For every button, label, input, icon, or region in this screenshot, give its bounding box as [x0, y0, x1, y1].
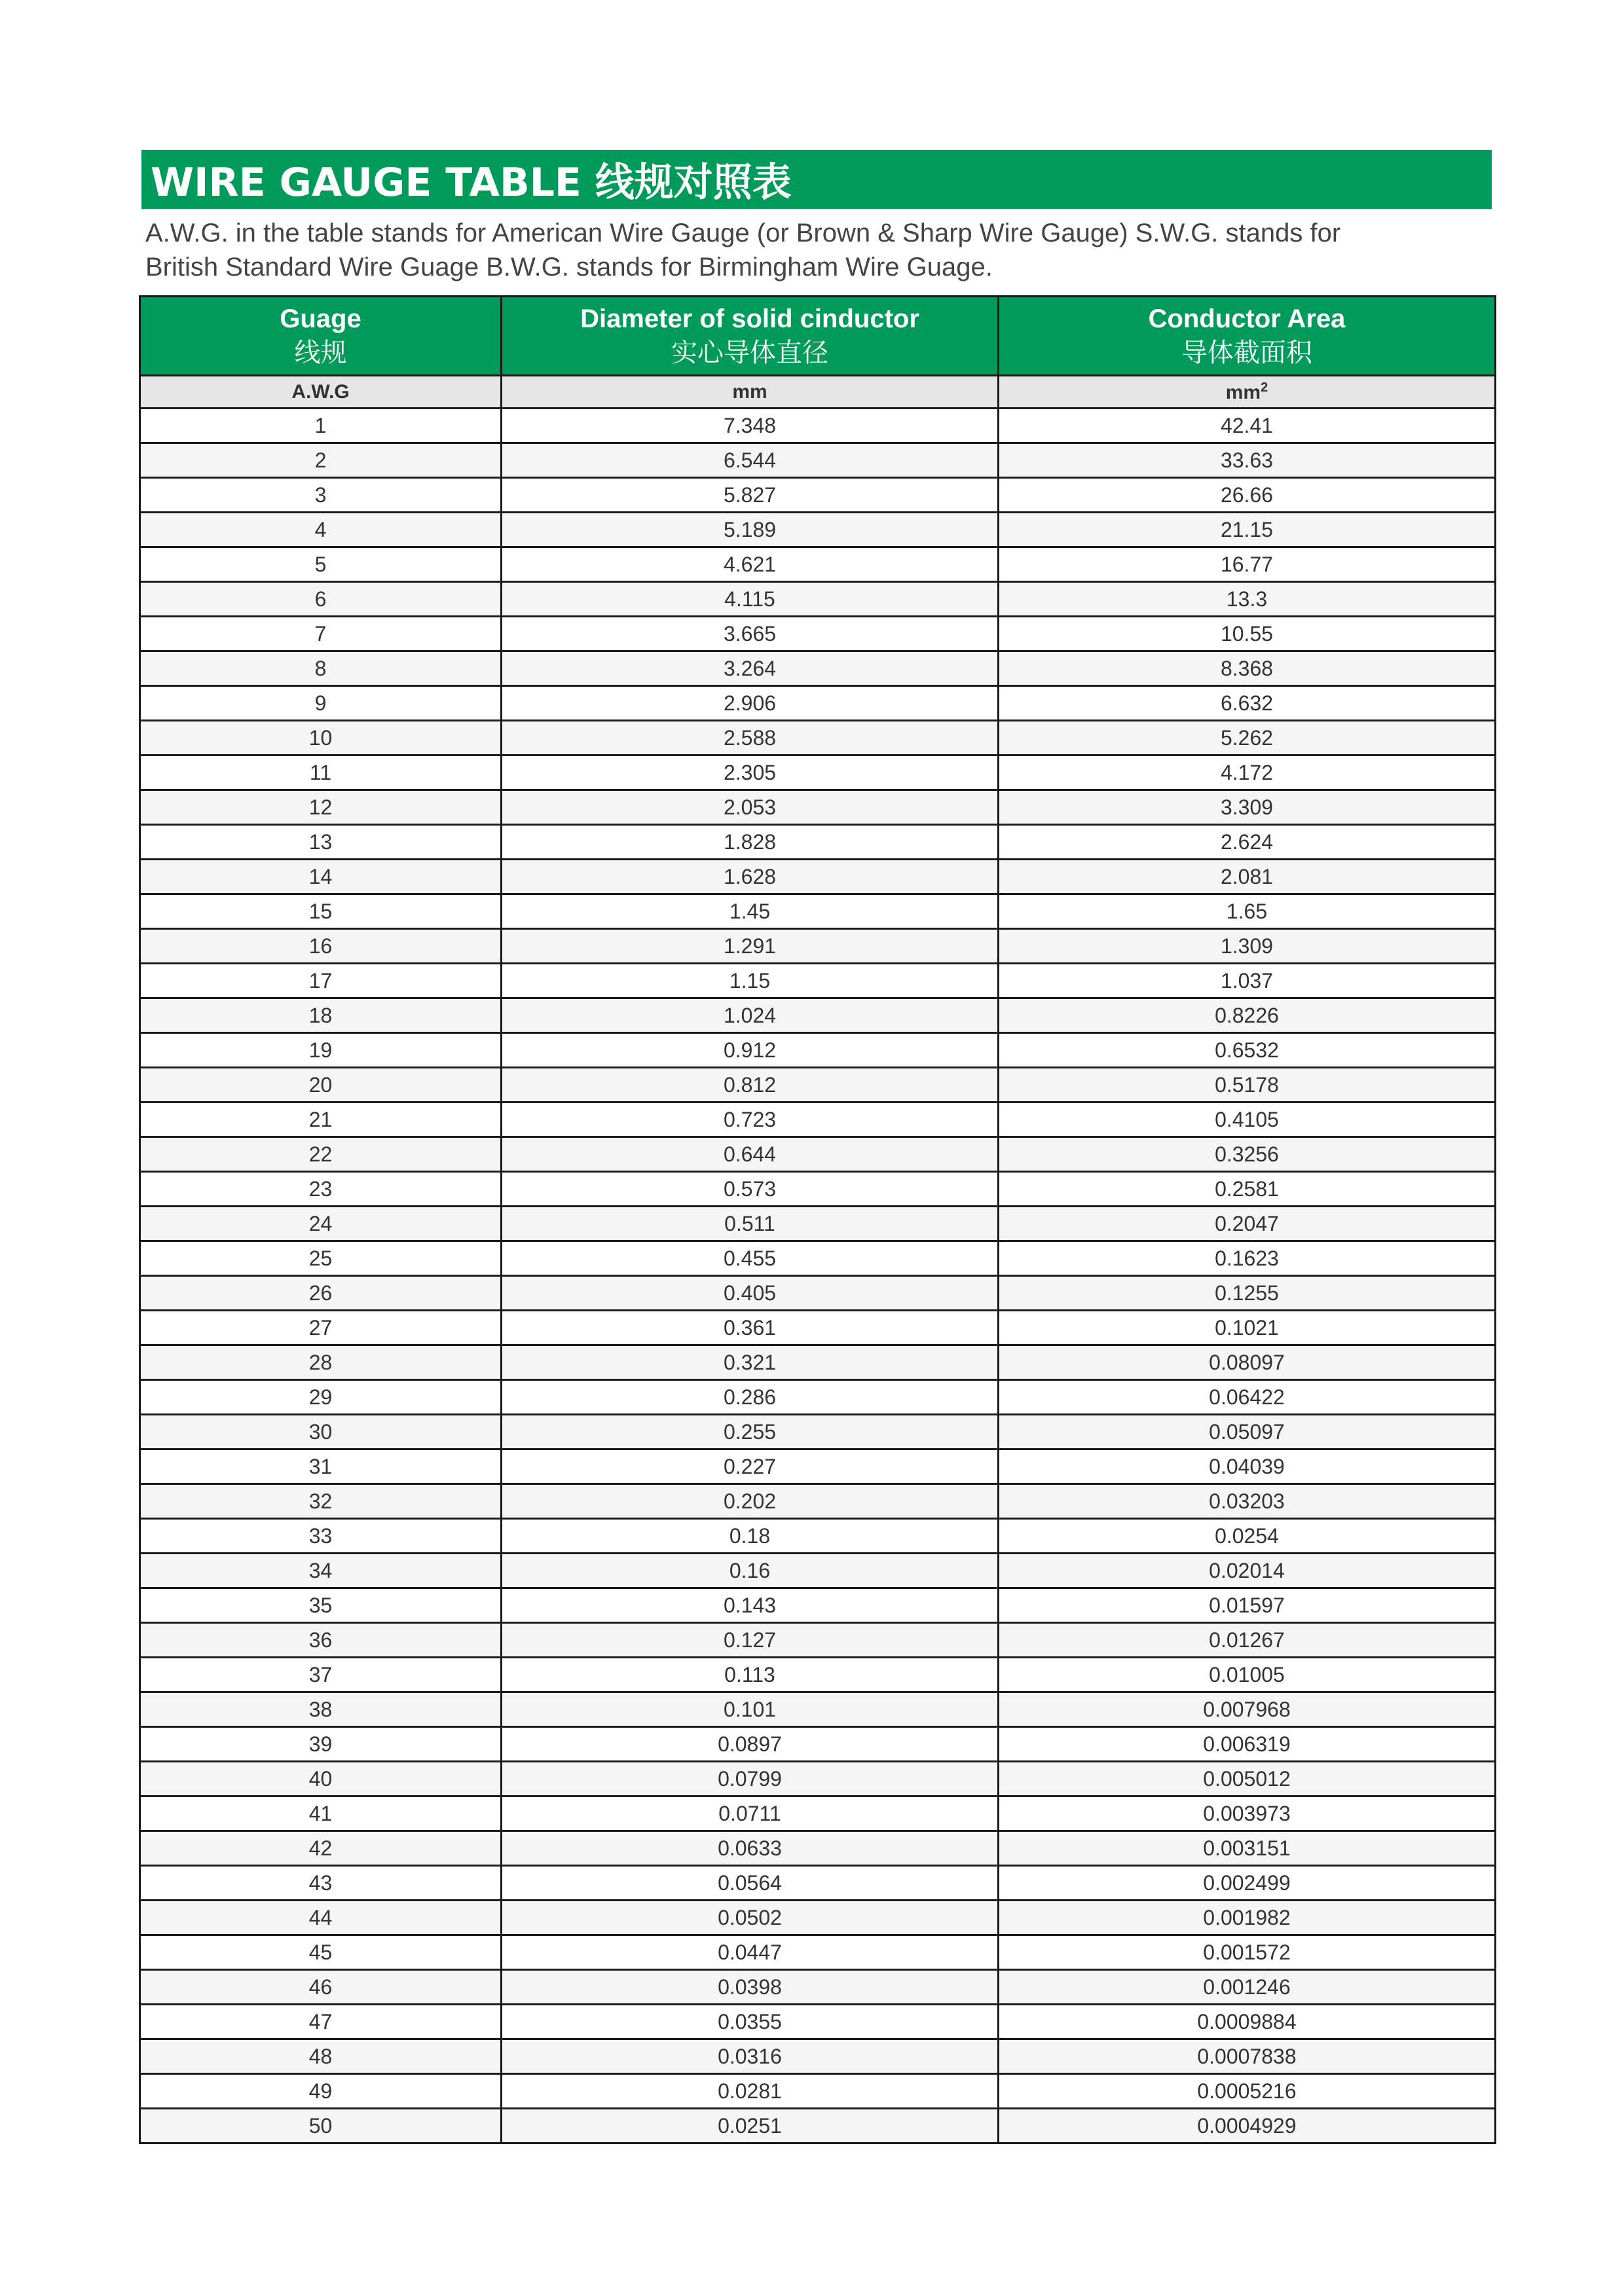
cell-diameter: 0.0897 [502, 1727, 999, 1762]
cell-diameter: 1.45 [502, 894, 999, 929]
cell-diameter: 4.115 [502, 582, 999, 617]
intro-line-2: British Standard Wire Guage B.W.G. stands for Birmingham Wire Guage. [145, 253, 993, 282]
cell-area: 10.55 [999, 617, 1496, 651]
cell-diameter: 0.18 [502, 1519, 999, 1554]
table-row [140, 756, 1496, 790]
cell-area: 0.06422 [999, 1380, 1496, 1415]
cell-gauge: 5 [140, 547, 502, 582]
table-row [140, 2109, 1496, 2143]
table-row [140, 1692, 1496, 1727]
cell-diameter: 0.0564 [502, 1866, 999, 1901]
table-row [140, 686, 1496, 721]
unit-area-text: mm [1225, 381, 1261, 403]
cell-area: 0.006319 [999, 1727, 1496, 1762]
cell-area: 0.6532 [999, 1033, 1496, 1068]
cell-area: 16.77 [999, 547, 1496, 582]
cell-gauge: 30 [140, 1415, 502, 1449]
cell-area: 0.05097 [999, 1415, 1496, 1449]
table-row [140, 721, 1496, 756]
cell-area: 3.309 [999, 790, 1496, 825]
cell-area: 0.5178 [999, 1068, 1496, 1102]
cell-gauge: 27 [140, 1311, 502, 1345]
cell-gauge: 42 [140, 1831, 502, 1866]
cell-area: 2.081 [999, 860, 1496, 894]
cell-gauge: 8 [140, 651, 502, 686]
cell-gauge: 39 [140, 1727, 502, 1762]
cell-diameter: 7.348 [502, 409, 999, 443]
cell-gauge: 37 [140, 1658, 502, 1692]
cell-gauge: 1 [140, 409, 502, 443]
cell-gauge: 13 [140, 825, 502, 860]
cell-gauge: 7 [140, 617, 502, 651]
cell-gauge: 28 [140, 1345, 502, 1380]
cell-gauge: 20 [140, 1068, 502, 1102]
table-row [140, 2039, 1496, 2074]
cell-diameter: 0.644 [502, 1137, 999, 1172]
cell-gauge: 36 [140, 1623, 502, 1658]
cell-area: 2.624 [999, 825, 1496, 860]
cell-diameter: 0.0711 [502, 1796, 999, 1831]
cell-area: 0.02014 [999, 1554, 1496, 1588]
table-row [140, 617, 1496, 651]
table-row [140, 1068, 1496, 1102]
cell-diameter: 0.286 [502, 1380, 999, 1415]
cell-diameter: 2.305 [502, 756, 999, 790]
table-row [140, 1380, 1496, 1415]
cell-diameter: 3.665 [502, 617, 999, 651]
cell-diameter: 1.024 [502, 998, 999, 1033]
cell-diameter: 0.227 [502, 1449, 999, 1484]
table-row [140, 1623, 1496, 1658]
table-units-row [140, 376, 1496, 409]
cell-gauge: 19 [140, 1033, 502, 1068]
cell-area: 6.632 [999, 686, 1496, 721]
cell-area: 0.003151 [999, 1831, 1496, 1866]
cell-area: 0.007968 [999, 1692, 1496, 1727]
header-diameter-en: Diameter of solid cinductor [580, 304, 919, 333]
table-row [140, 1970, 1496, 2005]
cell-gauge: 25 [140, 1241, 502, 1276]
cell-gauge: 22 [140, 1137, 502, 1172]
cell-diameter: 6.544 [502, 443, 999, 478]
header-diameter [502, 297, 999, 376]
cell-gauge: 41 [140, 1796, 502, 1831]
cell-area: 1.309 [999, 929, 1496, 964]
cell-diameter: 0.0502 [502, 1901, 999, 1935]
cell-area: 0.2581 [999, 1172, 1496, 1207]
cell-diameter: 1.628 [502, 860, 999, 894]
table-row [140, 1172, 1496, 1207]
cell-gauge: 9 [140, 686, 502, 721]
cell-diameter: 0.0799 [502, 1762, 999, 1796]
cell-area: 0.1255 [999, 1276, 1496, 1311]
cell-diameter: 0.202 [502, 1484, 999, 1519]
cell-area: 5.262 [999, 721, 1496, 756]
table-row [140, 825, 1496, 860]
cell-diameter: 0.101 [502, 1692, 999, 1727]
cell-diameter: 1.291 [502, 929, 999, 964]
cell-diameter: 0.0398 [502, 1970, 999, 2005]
table-row [140, 1207, 1496, 1241]
table-row [140, 1901, 1496, 1935]
cell-area: 0.0004929 [999, 2109, 1496, 2143]
cell-diameter: 0.0355 [502, 2005, 999, 2039]
cell-diameter: 5.189 [502, 513, 999, 547]
table-row [140, 1102, 1496, 1137]
cell-area: 0.0254 [999, 1519, 1496, 1554]
table-row [140, 998, 1496, 1033]
table-row [140, 1658, 1496, 1692]
cell-diameter: 0.127 [502, 1623, 999, 1658]
cell-area: 33.63 [999, 443, 1496, 478]
cell-diameter: 2.906 [502, 686, 999, 721]
table-row [140, 1276, 1496, 1311]
header-area-cn: 导体截面积 [1181, 338, 1312, 367]
cell-gauge: 23 [140, 1172, 502, 1207]
table-row [140, 443, 1496, 478]
cell-gauge: 10 [140, 721, 502, 756]
cell-gauge: 50 [140, 2109, 502, 2143]
cell-gauge: 3 [140, 478, 502, 513]
cell-area: 0.4105 [999, 1102, 1496, 1137]
cell-diameter: 0.255 [502, 1415, 999, 1449]
cell-diameter: 0.455 [502, 1241, 999, 1276]
table-row [140, 964, 1496, 998]
cell-area: 0.03203 [999, 1484, 1496, 1519]
cell-area: 0.8226 [999, 998, 1496, 1033]
cell-gauge: 31 [140, 1449, 502, 1484]
cell-diameter: 0.511 [502, 1207, 999, 1241]
unit-diameter [502, 376, 999, 409]
header-gauge [140, 297, 502, 376]
cell-area: 0.1021 [999, 1311, 1496, 1345]
cell-diameter: 0.0447 [502, 1935, 999, 1970]
table-row [140, 409, 1496, 443]
cell-gauge: 46 [140, 1970, 502, 2005]
intro-line-1: A.W.G. in the table stands for American Wire Gauge (or Brown & Sharp Wire Gauge) S.W.G. stands for [145, 219, 1341, 247]
cell-gauge: 43 [140, 1866, 502, 1901]
cell-gauge: 29 [140, 1380, 502, 1415]
table-row [140, 1241, 1496, 1276]
cell-diameter: 2.053 [502, 790, 999, 825]
header-area [999, 297, 1496, 376]
cell-diameter: 4.621 [502, 547, 999, 582]
table-row [140, 2005, 1496, 2039]
cell-gauge: 14 [140, 860, 502, 894]
unit-gauge [140, 376, 502, 409]
cell-gauge: 49 [140, 2074, 502, 2109]
cell-diameter: 0.143 [502, 1588, 999, 1623]
cell-diameter: 0.573 [502, 1172, 999, 1207]
cell-diameter: 0.361 [502, 1311, 999, 1345]
cell-area: 0.08097 [999, 1345, 1496, 1380]
cell-area: 0.002499 [999, 1866, 1496, 1901]
cell-diameter: 0.0251 [502, 2109, 999, 2143]
cell-gauge: 18 [140, 998, 502, 1033]
cell-area: 0.3256 [999, 1137, 1496, 1172]
cell-gauge: 11 [140, 756, 502, 790]
cell-gauge: 45 [140, 1935, 502, 1970]
page-title: WIRE GAUGE TABLE 线规对照表 [151, 160, 792, 206]
cell-area: 8.368 [999, 651, 1496, 686]
cell-diameter: 0.405 [502, 1276, 999, 1311]
table-row [140, 860, 1496, 894]
cell-area: 0.001246 [999, 1970, 1496, 2005]
cell-gauge: 40 [140, 1762, 502, 1796]
intro-text [145, 216, 1494, 284]
cell-area: 0.0005216 [999, 2074, 1496, 2109]
table-row [140, 790, 1496, 825]
cell-area: 1.037 [999, 964, 1496, 998]
table-row [140, 2074, 1496, 2109]
cell-area: 0.04039 [999, 1449, 1496, 1484]
cell-gauge: 16 [140, 929, 502, 964]
table-row [140, 651, 1496, 686]
table-row [140, 1311, 1496, 1345]
cell-diameter: 1.828 [502, 825, 999, 860]
header-gauge-en: Guage [280, 304, 361, 333]
table-row [140, 547, 1496, 582]
cell-area: 0.1623 [999, 1241, 1496, 1276]
cell-diameter: 0.0316 [502, 2039, 999, 2074]
cell-diameter: 0.812 [502, 1068, 999, 1102]
cell-gauge: 15 [140, 894, 502, 929]
table-row [140, 1345, 1496, 1380]
table-row [140, 1137, 1496, 1172]
cell-diameter: 1.15 [502, 964, 999, 998]
table-row [140, 1796, 1496, 1831]
cell-diameter: 0.113 [502, 1658, 999, 1692]
cell-gauge: 21 [140, 1102, 502, 1137]
cell-area: 0.01597 [999, 1588, 1496, 1623]
cell-area: 0.001572 [999, 1935, 1496, 1970]
cell-diameter: 0.16 [502, 1554, 999, 1588]
header-diameter-cn: 实心导体直径 [671, 338, 828, 367]
cell-gauge: 48 [140, 2039, 502, 2074]
cell-area: 0.003973 [999, 1796, 1496, 1831]
cell-area: 0.001982 [999, 1901, 1496, 1935]
table-row [140, 1519, 1496, 1554]
table-row [140, 582, 1496, 617]
table-row [140, 1727, 1496, 1762]
cell-diameter: 5.827 [502, 478, 999, 513]
header-gauge-cn: 线规 [294, 338, 347, 367]
table-row [140, 1554, 1496, 1588]
cell-area: 21.15 [999, 513, 1496, 547]
table-row [140, 513, 1496, 547]
cell-diameter: 2.588 [502, 721, 999, 756]
table-row [140, 1415, 1496, 1449]
cell-gauge: 47 [140, 2005, 502, 2039]
cell-gauge: 38 [140, 1692, 502, 1727]
header-area-en: Conductor Area [1148, 304, 1346, 333]
table-row [140, 1449, 1496, 1484]
cell-diameter: 3.264 [502, 651, 999, 686]
cell-gauge: 4 [140, 513, 502, 547]
table-row [140, 1866, 1496, 1901]
cell-area: 0.005012 [999, 1762, 1496, 1796]
cell-gauge: 32 [140, 1484, 502, 1519]
table-row [140, 1033, 1496, 1068]
cell-area: 0.01267 [999, 1623, 1496, 1658]
cell-diameter: 0.321 [502, 1345, 999, 1380]
table-row [140, 1484, 1496, 1519]
table-header-row [140, 297, 1496, 376]
unit-diameter-text: mm [732, 380, 767, 403]
table-row [140, 894, 1496, 929]
title-banner [141, 150, 1492, 209]
table-row [140, 478, 1496, 513]
table-row [140, 1935, 1496, 1970]
cell-diameter: 0.0281 [502, 2074, 999, 2109]
cell-area: 0.01005 [999, 1658, 1496, 1692]
cell-area: 42.41 [999, 409, 1496, 443]
unit-area-exponent: 2 [1261, 380, 1268, 395]
table-row [140, 1762, 1496, 1796]
cell-area: 0.0009884 [999, 2005, 1496, 2039]
wire-gauge-table [139, 295, 1496, 2144]
unit-area [999, 376, 1496, 409]
table-row [140, 929, 1496, 964]
cell-area: 26.66 [999, 478, 1496, 513]
cell-diameter: 0.723 [502, 1102, 999, 1137]
cell-diameter: 0.0633 [502, 1831, 999, 1866]
unit-gauge-text: A.W.G [291, 380, 350, 403]
cell-gauge: 26 [140, 1276, 502, 1311]
cell-area: 13.3 [999, 582, 1496, 617]
cell-area: 1.65 [999, 894, 1496, 929]
cell-gauge: 33 [140, 1519, 502, 1554]
cell-gauge: 34 [140, 1554, 502, 1588]
cell-diameter: 0.912 [502, 1033, 999, 1068]
table-row [140, 1588, 1496, 1623]
cell-gauge: 2 [140, 443, 502, 478]
cell-area: 0.2047 [999, 1207, 1496, 1241]
cell-gauge: 6 [140, 582, 502, 617]
cell-area: 4.172 [999, 756, 1496, 790]
table-row [140, 1831, 1496, 1866]
cell-gauge: 44 [140, 1901, 502, 1935]
cell-gauge: 35 [140, 1588, 502, 1623]
table-body [140, 409, 1496, 2143]
cell-gauge: 24 [140, 1207, 502, 1241]
cell-gauge: 12 [140, 790, 502, 825]
cell-gauge: 17 [140, 964, 502, 998]
cell-area: 0.0007838 [999, 2039, 1496, 2074]
